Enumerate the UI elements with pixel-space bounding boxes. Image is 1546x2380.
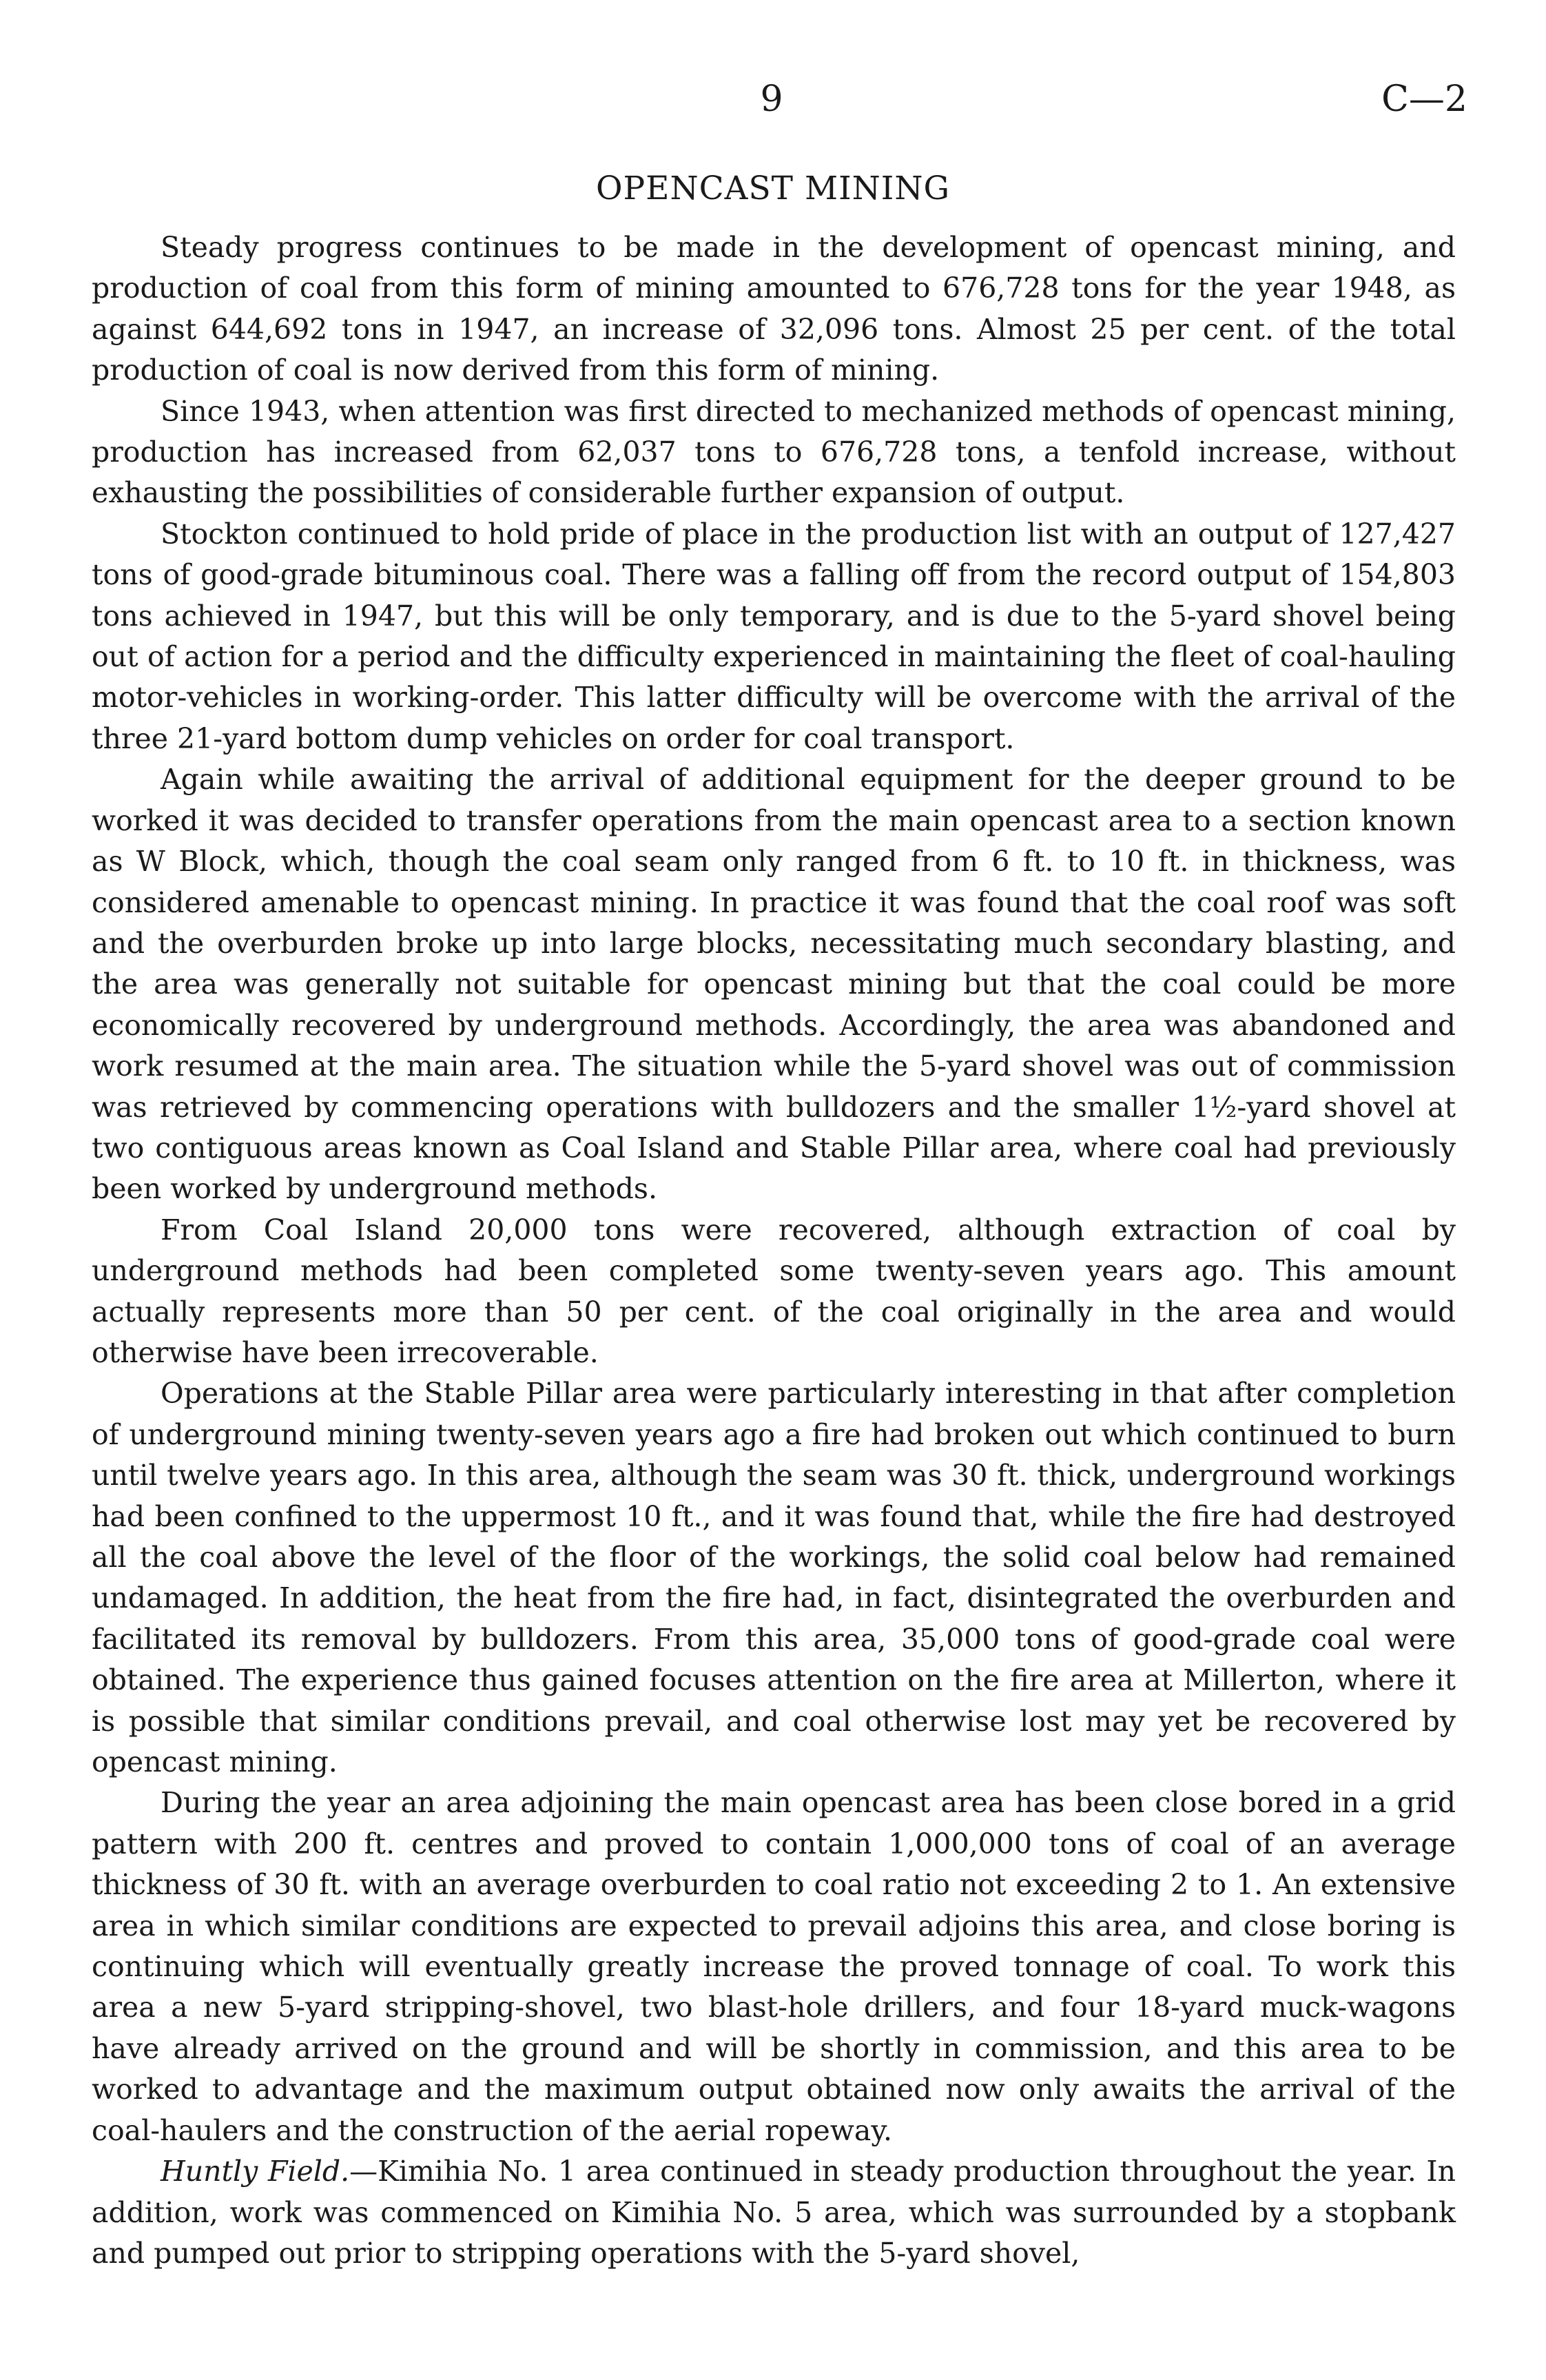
paragraph-w-block-operations: Again while awaiting the arrival of additional equipment for the deeper ground to be worked it was decided to transfer operations from the main opencast area to a section known as W Block, which, though the coal seam only ranged from 6 ft. to 10 ft. in thickness, was considered amenable to opencast mining. In practice it was found that the coal roof was soft and the overburden broke up into large blocks, necessitating much secondary blasting, and the area was generally not suitable for opencast mining but that the coal could be more economically recovered by underground methods. Accordingly, the area was abandoned and work resumed at the main area. The situation while the 5-yard shovel was out of commission was retrieved by commencing operations with bulldozers and the smaller 1½-yard shovel at two contiguous areas known as Coal Island and Stable Pillar area, where coal had previously been worked by underground methods. — [92, 763, 1456, 1206]
document-reference: C—2 — [1381, 79, 1467, 120]
paragraph-stable-pillar: Operations at the Stable Pillar area were particularly interesting in that after completion of underground mining twenty-seven years ago a fire had broken out which continued to burn until twelve years ago. In this area, although the seam was 30 ft. thick, underground workings had been confined to the uppermost 10 ft., and it was found that, while the fire had destroyed all the coal above the level of the floor of the workings, the solid coal below had remained undamaged. In addition, the heat from the fire had, in fact, disintegrated the overburden and facilitated its removal by bulldozers. From this area, 35,000 tons of good-grade coal were obtained. The experience thus gained focuses attention on the fire area at Millerton, where it is possible that similar conditions prevail, and coal otherwise lost may yet be recovered by opencast mining. — [92, 1377, 1456, 1779]
huntly-field-heading: Huntly Field. — [161, 2155, 350, 2188]
section-title: OPENCAST MINING — [595, 170, 951, 207]
paragraph-close-boring: During the year an area adjoining the main opencast area has been close bored in a grid pattern with 200 ft. centres and proved to contain 1,000,000 tons of coal of an average thickness of 30 ft. with an average overburden to coal ratio not exceeding 2 to 1. An extensive area in which similar conditions are expected to prevail adjoins this area, and close boring is continuing which will eventually greatly increase the proved tonnage of coal. To work this area a new 5-yard stripping-shovel, two blast-hole drillers, and four 18-yard muck-wagons have already arrived on the ground and will be shortly in commission, and this area to be worked to advantage and the maximum output obtained now only awaits the arrival of the coal-haulers and the construction of the aerial ropeway. — [92, 1786, 1456, 2147]
huntly-field-text: —Kimihia No. 1 area continued in steady production throughout the year. In addition, work was commenced on Kimihia No. 5 area, which was surrounded by a stopbank and pumped out prior to stripping operations with the 5-yard shovel, — [92, 2155, 1456, 2270]
paragraph-stockton-output: Stockton continued to hold pride of place in the production list with an output of 127,427 tons of good-grade bituminous coal. There was a falling off from the record output of 154,803 tons achieved in 1947, but this will be only temporary, and is due to the 5-yard shovel being out of action for a period and the difficulty experienced in maintaining the fleet of coal-hauling motor-vehicles in working-order. This latter difficulty will be overcome with the arrival of the three 21-yard bottom dump vehicles on order for coal transport. — [92, 517, 1456, 755]
paragraph-coal-island: From Coal Island 20,000 tons were recovered, although extraction of coal by underground methods had been completed some twenty-seven years ago. This amount actually represents more than 50 per cent. of the coal originally in the area and would otherwise have been irrecoverable. — [92, 1213, 1456, 1369]
paragraph-growth-since-1943: Since 1943, when attention was first directed to mechanized methods of opencast mining, production has increased from 62,037 tons to 676,728 tons, a tenfold increase, without exhausting the possibilities of considerable further expansion of output. — [92, 394, 1456, 510]
paragraph-huntly-field — [92, 2151, 1456, 2274]
page-number: 9 — [760, 79, 783, 120]
paragraph-production-summary: Steady progress continues to be made in the development of opencast mining, and production of coal from this form of mining amounted to 676,728 tons for the year 1948, as against 644,692 tons in 1947, an increase of 32,096 tons. Almost 25 per cent. of the total production of coal is now derived from this form of mining. — [92, 231, 1456, 387]
body-text — [92, 227, 1456, 2274]
